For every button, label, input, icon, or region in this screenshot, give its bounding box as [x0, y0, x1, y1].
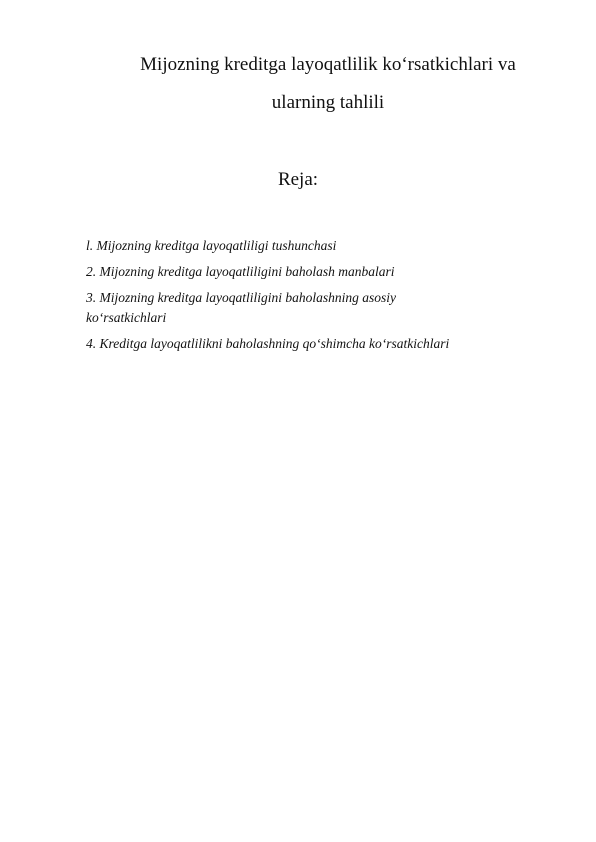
plan-item-4: 4. Kreditga layoqatlilikni baholashning qo‘shimcha ko‘rsatkichlari — [86, 336, 450, 351]
plan-list — [86, 236, 556, 360]
plan-heading: Reja: — [277, 169, 319, 190]
plan-item-2: 2. Mijozning kreditga layoqatliligini baholash manbalari — [86, 264, 395, 279]
document-title-line-1: Mijozning kreditga layoqatlilik ko‘rsatkichlari va — [140, 54, 516, 75]
document-title — [60, 46, 596, 122]
plan-item-1: l. Mijozning kreditga layoqatliligi tushunchasi — [86, 238, 337, 253]
document-title-line-2: ularning tahlili — [271, 92, 385, 113]
plan-item-3: 3. Mijozning kreditga layoqatliligini baholashning asosiy ko‘rsatkichlari — [86, 290, 396, 325]
